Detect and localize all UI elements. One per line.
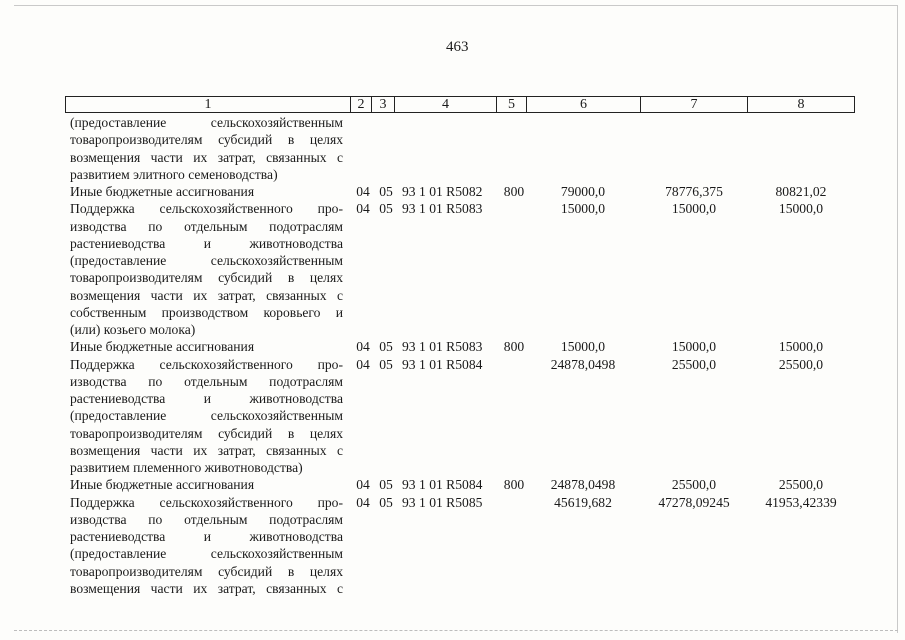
row-text: Иные бюджетные ассигнования [70, 339, 255, 355]
row-amount-col6: 45619,682 [554, 494, 612, 510]
row-target-article: 93 1 01 R5084 [402, 356, 483, 372]
row-text: Поддержка сельскохозяйственного про- [70, 201, 343, 217]
row-amount-col6: 15000,0 [560, 339, 606, 355]
row-text: товаропроизводителям субсидий в целях [70, 270, 343, 286]
row-target-article: 93 1 01 R5083 [402, 201, 483, 217]
table-row [0, 373, 905, 390]
row-text: Иные бюджетные ассигнования [70, 184, 255, 199]
row-target-article: 93 1 01 R5084 [402, 477, 483, 493]
header-col-1: 1 [65, 96, 351, 113]
row-amount-col6: 24878,0498 [550, 477, 616, 493]
table-row [0, 200, 905, 217]
row-target-article: 93 1 01 R5083 [402, 339, 483, 355]
row-text: изводства по отдельным подотраслям [70, 511, 343, 527]
row-target-article: 93 1 01 R5082 [402, 184, 483, 199]
row-text: растениеводства и животноводства [70, 391, 343, 406]
row-subsection-code: 05 [379, 356, 393, 372]
row-text: возмещения части их затрат, связанных с [70, 442, 343, 458]
row-section-code: 04 [356, 339, 370, 355]
row-expense-type: 800 [503, 184, 525, 199]
header-col-7: 7 [640, 96, 748, 113]
table-row [0, 407, 905, 424]
row-text: возмещения части их затрат, связанных с [70, 580, 343, 596]
row-text: изводства по отдельным подотраслям [70, 373, 343, 389]
row-subsection-code: 05 [379, 339, 393, 355]
header-col-2: 2 [350, 96, 372, 113]
table-row [0, 235, 905, 252]
row-amount-col8: 25500,0 [778, 356, 824, 372]
table-row [0, 494, 905, 511]
row-expense-type: 800 [503, 339, 525, 355]
table-row [0, 287, 905, 304]
table-row [0, 511, 905, 528]
row-text: развитием элитного семеноводства) [70, 166, 278, 182]
row-amount-col8: 15000,0 [778, 339, 824, 355]
table-row [0, 166, 905, 183]
table-row [0, 183, 905, 200]
table-row [0, 390, 905, 407]
table-row [0, 425, 905, 442]
row-text: (предоставление сельскохозяйственным [70, 115, 343, 130]
header-col-3: 3 [371, 96, 395, 113]
row-text: (предоставление сельскохозяйственным [70, 546, 343, 562]
row-text: развитием племенного животноводства) [70, 460, 303, 475]
table-row [0, 580, 905, 597]
row-text: растениеводства и животноводства [70, 529, 343, 544]
row-target-article: 93 1 01 R5085 [402, 494, 483, 510]
row-expense-type: 800 [503, 477, 525, 493]
table-row [0, 304, 905, 321]
table-row [0, 442, 905, 459]
row-amount-col6: 79000,0 [560, 184, 606, 199]
table-row [0, 131, 905, 148]
header-col-5: 5 [496, 96, 527, 113]
row-section-code: 04 [356, 494, 370, 510]
row-subsection-code: 05 [379, 201, 393, 217]
row-text: изводства по отдельным подотраслям [70, 218, 343, 234]
row-text: товаропроизводителям субсидий в целях [70, 425, 343, 441]
row-amount-col8: 80821,02 [775, 184, 827, 199]
row-text: возмещения части их затрат, связанных с [70, 149, 343, 165]
row-text: растениеводства и животноводства [70, 235, 343, 251]
row-amount-col6: 24878,0498 [550, 356, 616, 372]
table-row [0, 563, 905, 580]
row-text: товаропроизводителям субсидий в целях [70, 563, 343, 579]
row-text: возмещения части их затрат, связанных с [70, 287, 343, 303]
row-amount-col7: 15000,0 [671, 201, 717, 217]
page-number: 463 [446, 39, 469, 55]
row-subsection-code: 05 [379, 477, 393, 493]
row-amount-col7: 47278,09245 [658, 494, 730, 510]
header-col-6: 6 [526, 96, 641, 113]
row-text: (предоставление сельскохозяйственным [70, 408, 343, 424]
row-subsection-code: 05 [379, 184, 393, 199]
row-amount-col8: 41953,42339 [765, 494, 837, 510]
row-text: (предоставление сельскохозяйственным [70, 253, 343, 268]
table-row [0, 528, 905, 545]
table-row [0, 149, 905, 166]
table-row [0, 252, 905, 269]
table-row [0, 218, 905, 235]
row-section-code: 04 [356, 184, 370, 199]
page-border-bottom [14, 630, 898, 631]
row-text: товаропроизводителям субсидий в целях [70, 132, 343, 148]
row-text: собственным производством коровьего и [70, 304, 343, 320]
table-row [0, 356, 905, 373]
row-amount-col7: 25500,0 [671, 477, 717, 493]
row-text: (или) козьего молока) [70, 322, 196, 337]
row-section-code: 04 [356, 356, 370, 372]
row-amount-col7: 15000,0 [671, 339, 717, 355]
row-amount-col7: 25500,0 [671, 356, 717, 372]
row-amount-col8: 25500,0 [778, 477, 824, 493]
table-row [0, 476, 905, 493]
table-row [0, 338, 905, 355]
header-col-8: 8 [747, 96, 855, 113]
table-row [0, 114, 905, 131]
row-section-code: 04 [356, 201, 370, 217]
table-row [0, 459, 905, 476]
row-text: Поддержка сельскохозяйственного про- [70, 494, 343, 510]
row-section-code: 04 [356, 477, 370, 493]
row-text: Иные бюджетные ассигнования [70, 477, 255, 493]
row-amount-col8: 15000,0 [778, 201, 824, 217]
table-row [0, 269, 905, 286]
table-row [0, 545, 905, 562]
row-amount-col6: 15000,0 [560, 201, 606, 217]
table-row [0, 321, 905, 338]
row-text: Поддержка сельскохозяйственного про- [70, 356, 343, 372]
row-amount-col7: 78776,375 [665, 184, 723, 199]
row-subsection-code: 05 [379, 494, 393, 510]
header-col-4: 4 [394, 96, 497, 113]
page-border-top [14, 5, 898, 6]
